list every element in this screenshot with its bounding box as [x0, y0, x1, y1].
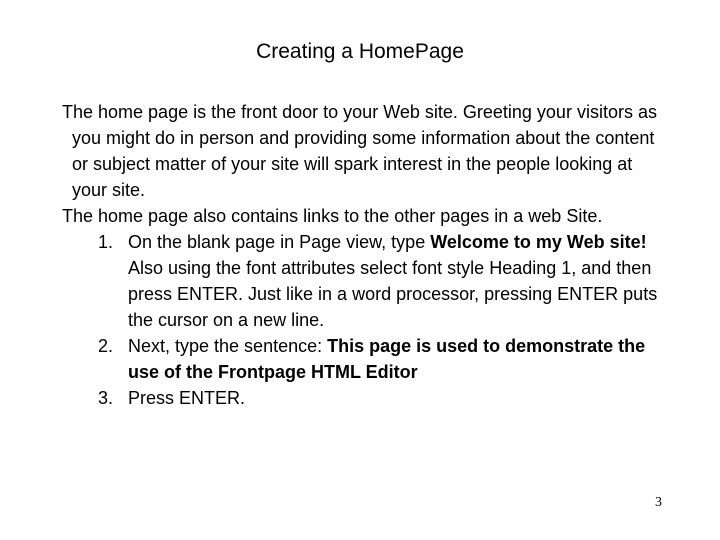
- slide-body: [62, 99, 672, 411]
- links-paragraph: The home page also contains links to the other pages in a web Site.: [62, 206, 603, 226]
- step-text-continued: Also using the font attributes select font style Heading 1, and then press ENTER. Just like in a word processor, pressing ENTER puts the cursor on a new line.: [128, 258, 658, 330]
- step-bold-text: This page is used to demonstrate the use of the Frontpage HTML Editor: [128, 336, 646, 382]
- step-number: 2.: [98, 336, 114, 356]
- step-number: 3.: [98, 388, 114, 408]
- intro-paragraph: The home page is the front door to your Web site. Greeting your visitors as you might do in person and providing some information about the content or subject matter of your site will spark interest in the people looking at your site.: [62, 102, 657, 200]
- step-number: 1.: [98, 232, 114, 252]
- slide-title: Creating a HomePage: [256, 40, 464, 63]
- step-item-1: [62, 229, 672, 333]
- step-item-3: [62, 385, 672, 411]
- steps-list: [62, 229, 672, 411]
- step-item-2: [62, 333, 672, 385]
- step-text: On the blank page in Page view, type: [128, 232, 431, 252]
- step-bold-text: Welcome to my Web site!: [430, 232, 647, 252]
- step-text: Press ENTER.: [128, 388, 246, 408]
- step-text: Next, type the sentence:: [128, 336, 328, 356]
- page-number: 3: [655, 495, 662, 510]
